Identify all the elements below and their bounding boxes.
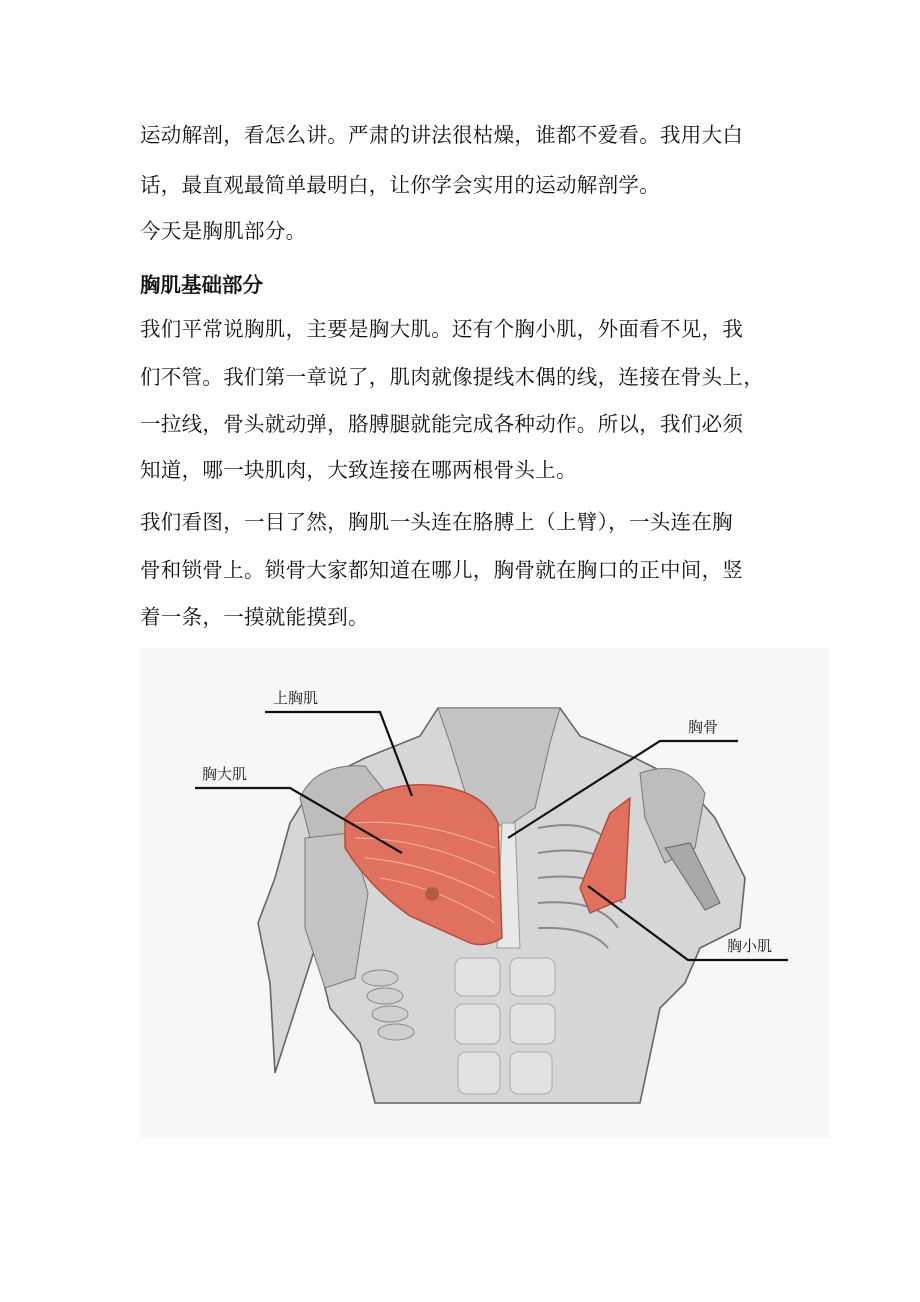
intro-line-1: 运动解剖，看怎么讲。严肃的讲法很枯燥，谁都不爱看。我用大白 <box>140 123 744 147</box>
nipple <box>425 887 439 901</box>
para1-line-3: 一拉线，骨头就动弹，胳膊腿就能完成各种动作。所以，我们必须 <box>140 412 744 436</box>
chest-anatomy-figure <box>140 648 830 1138</box>
label-sternum: 胸骨 <box>688 718 719 736</box>
para2-line-2: 骨和锁骨上。锁骨大家都知道在哪儿，胸骨就在胸口的正中间，竖 <box>140 558 744 582</box>
intro-line-3: 今天是胸肌部分。 <box>140 219 307 243</box>
chest-anatomy-illustration <box>140 648 830 1138</box>
label-pec-minor: 胸小肌 <box>727 937 773 955</box>
label-upper-chest: 上胸肌 <box>273 689 319 707</box>
intro-line-2: 话，最直观最简单最明白，让你学会实用的运动解剖学。 <box>140 173 660 197</box>
section-heading: 胸肌基础部分 <box>140 273 263 297</box>
label-pec-major: 胸大肌 <box>202 765 248 783</box>
para2-line-3: 着一条，一摸就能摸到。 <box>140 605 369 629</box>
para2-line-1: 我们看图，一目了然，胸肌一头连在胳膊上（上臂），一头连在胸 <box>140 510 733 534</box>
para1-line-4: 知道，哪一块肌肉，大致连接在哪两根骨头上。 <box>140 458 577 482</box>
para1-line-1: 我们平常说胸肌，主要是胸大肌。还有个胸小肌，外面看不见，我 <box>140 317 744 341</box>
para1-line-2: 们不管。我们第一章说了，肌肉就像提线木偶的线，连接在骨头上， <box>140 365 764 389</box>
